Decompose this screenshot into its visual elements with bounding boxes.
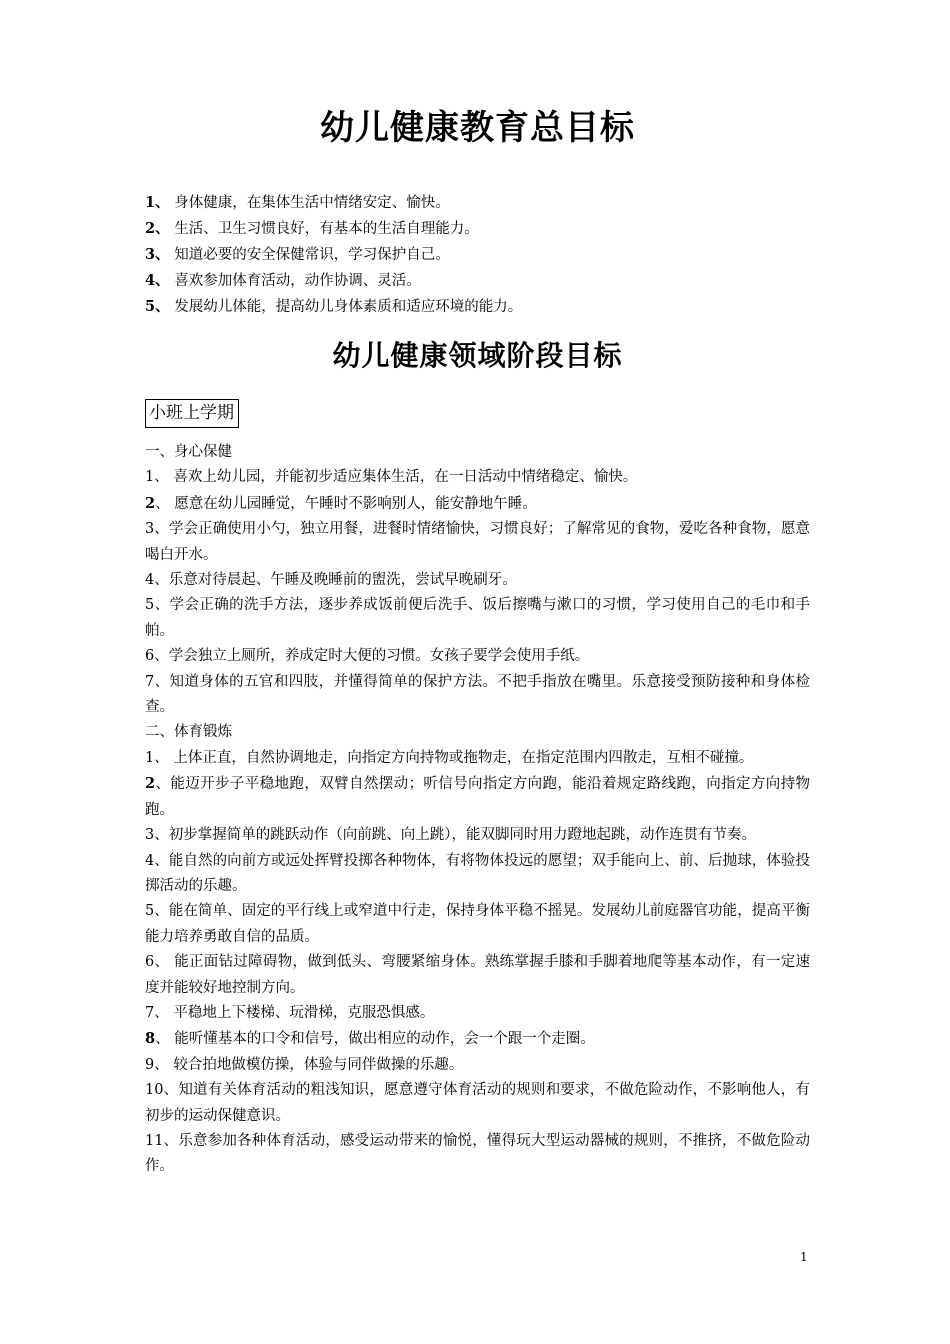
item-text: 、知道身体的五官和四肢，并懂得简单的保护方法。不把手指放在嘴里。乐意接受预防接种和身体检查。 (145, 673, 810, 716)
item-text: 、能在简单、固定的平行线上或窄道中行走，保持身体平稳不摇晃。发展幼儿前庭器官功能，提高平衡能力培养勇敢自信的品质。 (145, 903, 810, 945)
list-item (145, 1053, 810, 1078)
item-text: 、知道有关体育活动的粗浅知识，愿意遵守体育活动的规则和要求，不做危险动作，不影响他人，有初步的运动保健意识。 (145, 1082, 810, 1124)
item-number: 7 (145, 1004, 155, 1021)
list-item (145, 1129, 810, 1180)
goal-separator: 、 (155, 272, 170, 289)
item-number: 6 (145, 954, 155, 971)
goal-item (145, 190, 810, 216)
goal-separator: 、 (155, 220, 170, 237)
part-heading: 一、身心保健 (145, 444, 232, 460)
goal-number: 5 (145, 298, 156, 315)
list-item (145, 899, 810, 950)
item-text: 、能自然的向前方或远处挥臂投掷各种物体，有将物体投远的愿望；双手能向上、前、后抛球，体验投掷活动的乐趣。 (145, 852, 810, 894)
item-number: 11 (145, 1132, 164, 1149)
item-text: 、 能正面钻过障碍物，做到低头、弯腰紧缩身体。熟练掌握手膝和手脚着地爬等基本动作，有一定速度并能较好地控制方向。 (145, 954, 810, 996)
list-item (145, 1001, 810, 1026)
item-text: 、乐意参加各种体育活动，感受运动带来的愉悦，懂得玩大型运动器械的规则，不推挤，不做危险动作。 (145, 1132, 810, 1175)
item-text: 、 平稳地上下楼梯、玩滑梯，克服恐惧感。 (154, 1004, 435, 1021)
list-item (145, 644, 810, 669)
page-number: 1 (800, 1250, 808, 1264)
item-text: 、学会正确的洗手方法，逐步养成饭前便后洗手、饭后擦嘴与漱口的习惯，学习使用自己的毛巾和手帕。 (145, 597, 810, 639)
item-number: 1 (145, 469, 155, 486)
goal-item (145, 294, 810, 320)
item-number: 8 (145, 1030, 156, 1048)
item-number: 4 (145, 572, 155, 589)
item-number: 10 (145, 1082, 164, 1099)
goal-number: 1 (145, 194, 156, 211)
overall-goals-list (145, 190, 810, 320)
goal-number: 4 (145, 272, 156, 289)
goal-text: 生活、卫生习惯良好，有基本的生活自理能力。 (169, 221, 479, 237)
goal-text: 知道必要的安全保健常识，学习保护自己。 (169, 247, 450, 263)
section-title: 幼儿健康领域阶段目标 (332, 339, 623, 372)
main-title: 幼儿健康教育总目标 (320, 108, 635, 148)
goal-item (145, 216, 810, 242)
list-item (145, 670, 810, 721)
item-text: 、 喜欢上幼儿园，并能初步适应集体生活，在一日活动中情绪稳定、愉快。 (154, 469, 638, 486)
item-number: 2 (145, 775, 156, 793)
item-number: 5 (145, 597, 155, 614)
item-text: 、 较合拍地做模仿操，体验与同伴做操的乐趣。 (154, 1056, 464, 1073)
goal-number: 2 (145, 220, 156, 237)
item-text: 、 愿意在幼儿园睡觉，午睡时不影响别人，能安静地午睡。 (155, 495, 537, 512)
item-text: 、乐意对待晨起、午睡及晚睡前的盥洗，尝试早晚刷牙。 (154, 572, 517, 589)
stage-goals-body (145, 440, 810, 1180)
item-number: 9 (145, 1056, 155, 1073)
list-item (145, 568, 810, 593)
goal-number: 3 (145, 246, 156, 263)
goal-separator: 、 (155, 298, 170, 315)
item-text: 、初步掌握简单的跳跃动作（向前跳、向上跳），能双脚同时用力蹬地起跳，动作连贯有节奏。 (154, 827, 756, 844)
list-item (145, 823, 810, 848)
item-number: 6 (145, 648, 155, 665)
item-number: 7 (145, 673, 155, 690)
goal-text: 喜欢参加体育活动，动作协调、灵活。 (169, 273, 421, 289)
list-item (145, 849, 810, 900)
list-item (145, 465, 810, 490)
item-number: 3 (145, 521, 155, 538)
item-text: 、 能听懂基本的口令和信号，做出相应的动作，会一个跟一个走圈。 (155, 1031, 595, 1048)
item-number: 5 (145, 903, 155, 920)
item-text: 、 上体正直，自然协调地走，向指定方向持物或拖物走，在指定范围内四散走，互相不碰撞。 (154, 749, 754, 766)
item-number: 4 (145, 852, 155, 869)
list-item (145, 1078, 810, 1129)
list-item (145, 746, 810, 771)
list-item (145, 593, 810, 644)
item-number: 3 (145, 827, 155, 844)
item-text: 、学会独立上厕所，养成定时大便的习惯。女孩子要学会使用手纸。 (154, 648, 590, 665)
item-text: 、能迈开步子平稳地跑，双臂自然摆动；听信号向指定方向跑，能沿着规定路线跑，向指定方向持物跑。 (145, 776, 810, 818)
item-number: 2 (145, 494, 156, 512)
goal-item (145, 242, 810, 268)
term-label-box: 小班上学期 (145, 399, 239, 428)
goal-text: 发展幼儿体能，提高幼儿身体素质和适应环境的能力。 (169, 299, 523, 315)
list-item (145, 517, 810, 568)
part-heading: 二、体育锻炼 (145, 724, 232, 741)
goal-text: 身体健康，在集体生活中情绪安定、愉快。 (169, 195, 450, 211)
goal-item (145, 268, 810, 294)
list-item (145, 771, 810, 823)
list-item (145, 950, 810, 1001)
list-item (145, 491, 810, 517)
goal-separator: 、 (155, 246, 170, 263)
goal-separator: 、 (155, 194, 170, 211)
item-text: 、学会正确使用小勺，独立用餐，进餐时情绪愉快，习惯良好；了解常见的食物，爱吃各种食物，愿意喝白开水。 (145, 521, 810, 563)
item-number: 1 (145, 749, 155, 766)
list-item (145, 1026, 810, 1052)
